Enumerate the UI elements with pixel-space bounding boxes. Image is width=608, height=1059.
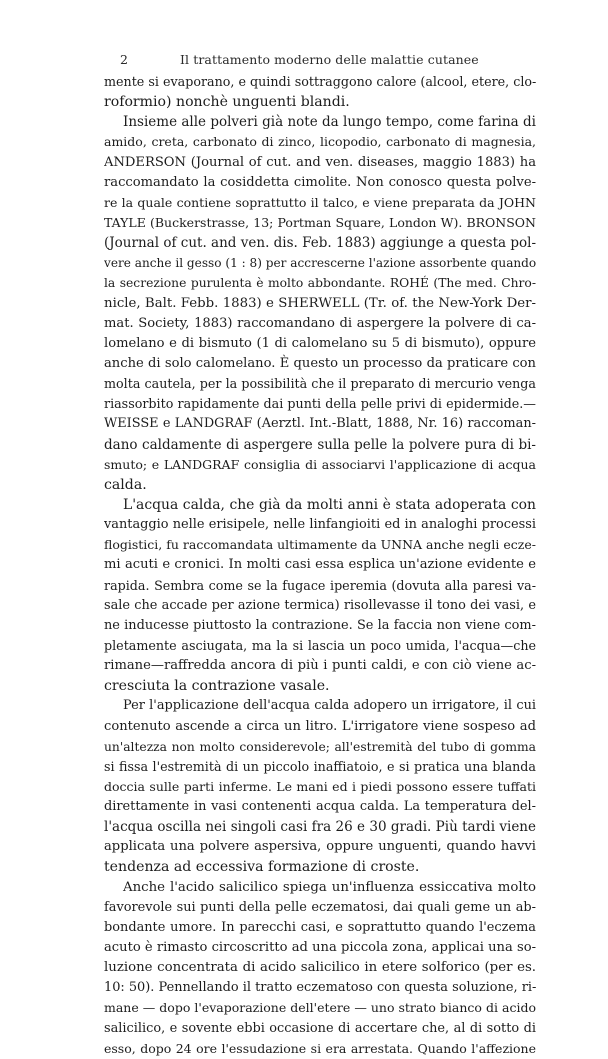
text-line: si fissa l'estremità di un piccolo inaffiatoio, e si pratica una blanda <box>104 758 536 774</box>
body-text <box>104 72 536 1059</box>
text-line: l'acqua oscilla nei singoli casi fra 26 e 30 gradi. Più tardi viene <box>104 819 536 836</box>
text-line: amido, creta, carbonato di zinco, licopodio, carbonato di magnesia, <box>104 134 536 150</box>
text-line: L'acqua calda, che già da molti anni è stata adoperata con <box>123 496 536 513</box>
text-line: luzione concentrata di acido salicilico in etere solforico (per es. <box>104 960 536 976</box>
text-line: rapida. Sembra come se la fugace iperemia (dovuta alla paresi va- <box>104 577 536 593</box>
text-line: ne inducesse piuttosto la contrazione. Se la faccia non viene com- <box>104 617 536 633</box>
text-line: Insieme alle polveri già note da lungo tempo, come farina di <box>123 114 536 131</box>
text-line: flogistici, fu raccomandata ultimamente da UNNA anche negli ecze- <box>104 537 536 553</box>
text-line: pletamente asciugata, ma la si lascia un poco umida, l'acqua—che <box>104 637 536 653</box>
text-line: vantaggio nelle erisipele, nelle linfangioiti ed in analoghi processi <box>104 517 536 533</box>
running-header <box>120 52 540 72</box>
text-line: molta cautela, per la possibilità che il preparato di mercurio venga <box>104 376 536 392</box>
text-line: acuto è rimasto circoscritto ad una piccola zona, applicai una so- <box>104 940 536 956</box>
text-line: re la quale contiene soprattutto il talco, e viene preparata da JOHN <box>104 194 536 210</box>
text-line: dano caldamente di aspergere sulla pelle la polvere pura di bi- <box>104 436 536 453</box>
text-line: vere anche il gesso (1 : 8) per accrescerne l'azione assorbente quando <box>104 256 536 271</box>
text-line: Anche l'acido salicilico spiega un'influenza essiccativa molto <box>123 879 536 895</box>
text-line: (Journal of cut. and ven. dis. Feb. 1883) aggiunge a questa pol- <box>104 235 536 252</box>
text-line: WEISSE e LANDGRAF (Aerztl. Int.-Blatt, 1888, Nr. 16) raccoman- <box>104 416 536 432</box>
text-line: contenuto ascende a circa un litro. L'irrigatore viene sospeso ad <box>104 718 536 734</box>
text-line: bondante umore. In parecchi casi, e soprattutto quando l'eczema <box>104 919 536 935</box>
text-line: salicilico, e sovente ebbi occasione di accertare che, al di sotto di <box>104 1020 536 1036</box>
text-line: Per l'applicazione dell'acqua calda adopero un irrigatore, il cui <box>123 698 536 714</box>
text-line: un'altezza non molto considerevole; all'estremità del tubo di gomma <box>104 739 536 754</box>
text-line: anche di solo calomelano. È questo un processo da praticare con <box>104 355 536 371</box>
text-line: tendenza ad eccessiva formazione di croste. <box>104 859 420 876</box>
text-line: 10: 50). Pennellando il tratto eczematoso con questa soluzione, ri- <box>104 980 536 996</box>
text-line: direttamente in vasi contenenti acqua calda. La temperatura del- <box>104 799 536 815</box>
text-line: mente si evaporano, e quindi sottraggono calore (alcool, etere, clo- <box>104 74 536 89</box>
text-line: sale che accade per azione termica) risollevasse il tono dei vasi, e <box>104 597 536 613</box>
text-line: esso, dopo 24 ore l'essudazione si era arrestata. Quando l'affezione <box>104 1040 536 1056</box>
text-line: riassorbito rapidamente dai punti della pelle privi di epidermide.— <box>104 396 536 412</box>
text-line: raccomandato la cosiddetta cimolite. Non conosco questa polve- <box>104 174 536 190</box>
running-title: Il trattamento moderno delle malattie cutanee <box>180 52 479 67</box>
text-line: nicle, Balt. Febb. 1883) e SHERWELL (Tr. of. the New-York Der- <box>104 295 536 311</box>
text-line: roformio) nonchè unguenti blandi. <box>104 94 350 111</box>
page-number: 2 <box>120 52 128 67</box>
text-line: lomelano e di bismuto (1 di calomelano su 5 di bismuto), oppure <box>104 335 536 351</box>
text-line: cresciuta la contrazione vasale. <box>104 678 330 695</box>
text-line: doccia sulle parti inferme. Le mani ed i piedi possono essere tuffati <box>104 778 536 794</box>
text-line: favorevole sui punti della pelle eczematosi, dai quali geme un ab- <box>104 899 536 915</box>
text-line: calda. <box>104 476 147 493</box>
text-line: mat. Society, 1883) raccomandano di aspergere la polvere di ca- <box>104 315 536 331</box>
text-line: mi acuti e cronici. In molti casi essa esplica un'azione evidente e <box>104 557 536 573</box>
text-line: la secrezione purulenta è molto abbondante. ROHÉ (The med. Chro- <box>104 276 536 291</box>
text-line: applicata una polvere aspersiva, oppure unguenti, quando havvi <box>104 839 536 855</box>
text-line: ANDERSON (Journal of cut. and ven. diseases, maggio 1883) ha <box>104 154 536 170</box>
text-line: rimane—raffredda ancora di più i punti caldi, e con ciò viene ac- <box>104 658 536 674</box>
text-line: smuto; e LANDGRAF consiglia di associarvi l'applicazione di acqua <box>104 456 536 472</box>
text-line: mane — dopo l'evaporazione dell'etere — uno strato bianco di acido <box>104 1000 536 1016</box>
text-line: TAYLE (Buckerstrasse, 13; Portman Square, London W). BRONSON <box>104 214 536 230</box>
